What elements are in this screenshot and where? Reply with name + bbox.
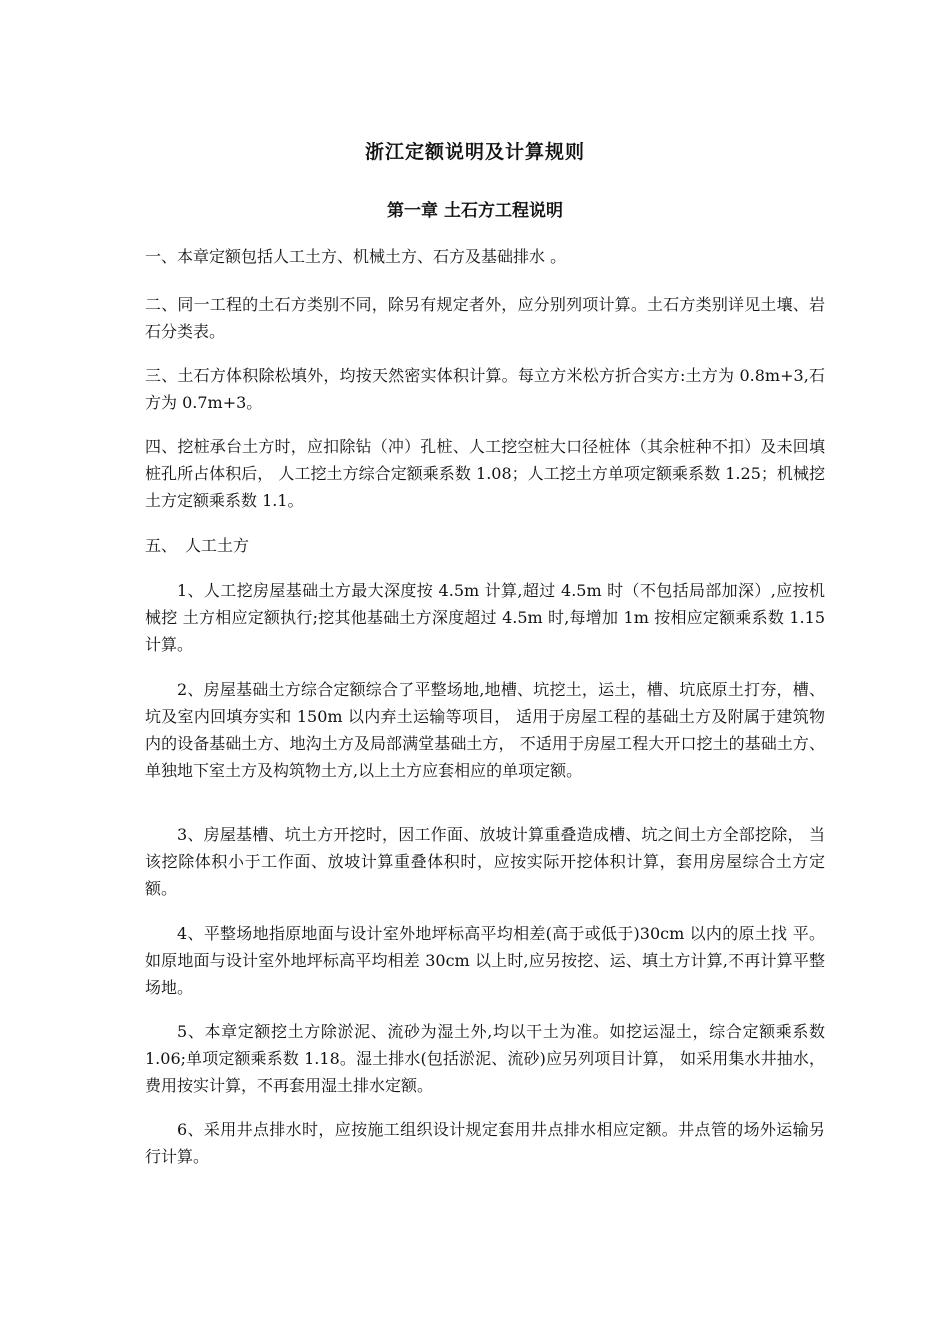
section-heading-manual-earthwork: 五、 人工土方: [145, 536, 250, 555]
paragraph-3: 三、土石方体积除松填外，均按天然密实体积计算。每立方米松方折合实方:土方为 0.8m+3,石方为 0.7m+3。: [145, 366, 825, 412]
paragraph-5-3: 3、房屋基槽、坑土方开挖时，因工作面、放坡计算重叠造成槽、坑之间土方全部挖除， 当该挖除体积小于工作面、放坡计算重叠体积时，应按实际开挖体积计算，套用房屋综合土方定额。: [145, 825, 825, 898]
chapter-title: 第一章 土石方工程说明: [387, 201, 563, 221]
paragraph-5-6: 6、采用井点排水时，应按施工组织设计规定套用井点排水相应定额。井点管的场外运输另行计算。: [145, 1120, 825, 1166]
paragraph-5-5: 5、本章定额挖土方除淤泥、流砂为湿土外,均以干土为准。如挖运湿土，综合定额乘系数 1.06;单项定额乘系数 1.18。湿土排水(包括淤泥、流砂)应另列项目计算， 如采用集水井抽水，费用按实计算，不再套用湿土排水定额。: [145, 1022, 825, 1095]
document-title: 浙江定额说明及计算规则: [364, 141, 585, 163]
paragraph-1: 一、本章定额包括人工土方、机械土方、石方及基础排水 。: [145, 247, 567, 266]
paragraph-5-1: 1、人工挖房屋基础土方最大深度按 4.5m 计算,超过 4.5m 时（不包括局部加深）,应按机械挖 土方相应定额执行;挖其他基础土方深度超过 4.5m 时,每增加 1m 按相应定额乘系数 1.15 计算。: [145, 581, 825, 654]
paragraph-2: 二、同一工程的土石方类别不同，除另有规定者外，应分别列项计算。土石方类别详见土壤、岩石分类表。: [145, 295, 825, 341]
paragraph-5-4: 4、平整场地指原地面与设计室外地坪标高平均相差(高于或低于)30cm 以内的原土找 平。如原地面与设计室外地坪标高平均相差 30cm 以上时,应另按挖、运、填土方计算,不再计算平整场地。: [145, 924, 825, 997]
paragraph-4: 四、挖桩承台土方时，应扣除钻（冲）孔桩、人工挖空桩大口径桩体（其余桩种不扣）及未回填桩孔所占体积后， 人工挖土方综合定额乘系数 1.08；人工挖土方单项定额乘系数 1.25；机械挖土方定额乘系数 1.1。: [145, 437, 825, 510]
paragraph-5-2: 2、房屋基础土方综合定额综合了平整场地,地槽、坑挖土，运土，槽、坑底原土打夯，槽、坑及室内回填夯实和 150m 以内弃土运输等项目， 适用于房屋工程的基础土方及附属于建筑物内的设备基础土方、地沟土方及局部满堂基础土方， 不适用于房屋工程大开口挖土的基础土方、单独地下室土方及构筑物土方,以上土方应套相应的单项定额。: [145, 680, 825, 780]
